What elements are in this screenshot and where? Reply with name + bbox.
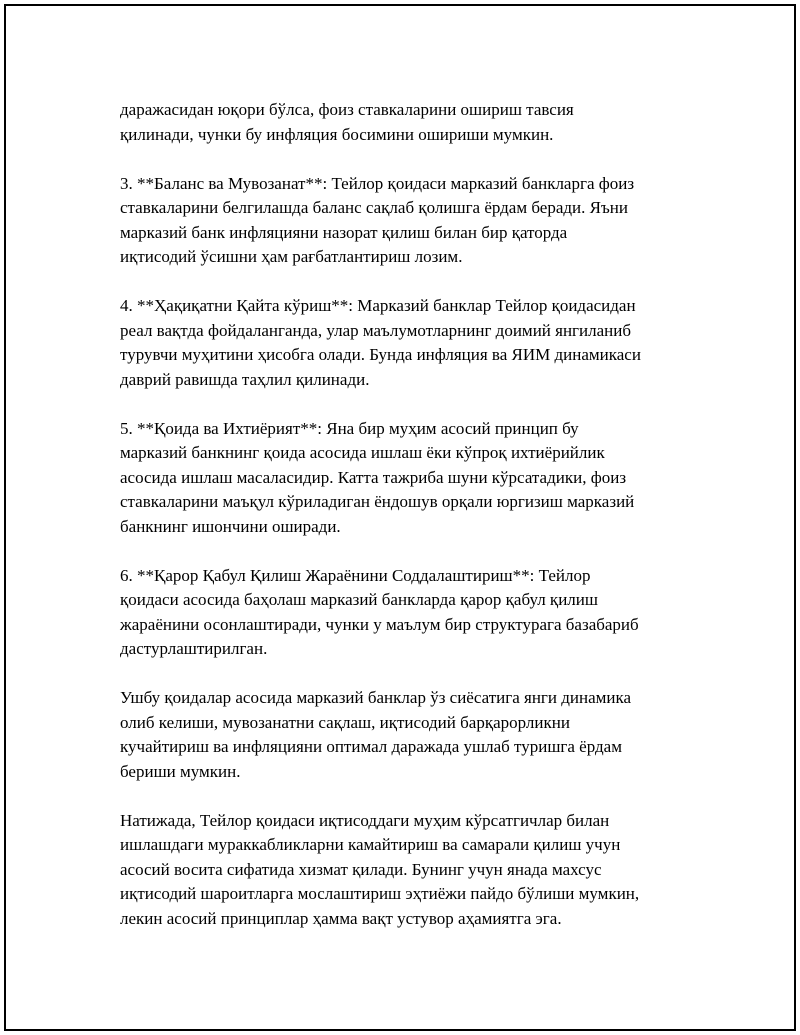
text-line: асосида ишлаш масаласидир. Катта тажриба шуни кўрсатадики, фоиз — [120, 467, 627, 487]
page-frame — [4, 4, 796, 1031]
paragraph-item-5 — [120, 417, 710, 540]
paragraph-item-4 — [120, 294, 710, 392]
text-line: 6. **Қарор Қабул Қилиш Жараёнини Соддалаштириш**: Тейлор — [120, 565, 591, 585]
paragraph-conclusion — [120, 809, 710, 932]
text-line: 5. **Қоида ва Ихтиёрият**: Яна бир муҳим асосий принцип бу — [120, 418, 579, 438]
paragraph-summary — [120, 686, 710, 784]
document-body — [120, 98, 710, 956]
text-line: 4. **Ҳақиқатни Қайта кўриш**: Марказий банклар Тейлор қоидасидан — [120, 296, 636, 315]
text-line: лекин асосий принциплар ҳамма вақт устувор аҳамиятга эга. — [120, 908, 562, 928]
text-line: иқтисодий шароитларга мослаштириш эҳтиёжи пайдо бўлиши мумкин, — [120, 884, 640, 903]
paragraph-intro-continuation — [120, 98, 710, 147]
text-line: қилинади, чунки бу инфляция босимини ошириши мумкин. — [120, 124, 554, 144]
text-line: асосий восита сифатида хизмат қилади. Бунинг учун янада махсус — [120, 859, 602, 879]
text-line: иқтисодий ўсишни ҳам рағбатлантириш лозим. — [120, 247, 463, 266]
text-line: ставкаларини белгилашда баланс сақлаб қолишга ёрдам беради. Яъни — [120, 198, 628, 217]
text-line: Натижада, Тейлор қоидаси иқтисоддаги муҳим кўрсатгичлар билан — [120, 810, 610, 830]
text-line: Ушбу қоидалар асосида марказий банклар ўз сиёсатига янги динамика — [120, 688, 632, 707]
text-line: дастурлаштирилган. — [120, 639, 268, 658]
text-line: ишлашдаги мураккабликларни камайтириш ва самарали қилиш учун — [120, 835, 621, 854]
text-line: турувчи муҳитини ҳисобга олади. Бунда инфляция ва ЯИМ динамикаси — [120, 345, 641, 364]
text-line: жараёнини осонлаштиради, чунки у маълум бир структурага базабариб — [120, 614, 639, 634]
text-line: банкнинг ишончини оширади. — [120, 516, 341, 536]
text-line: марказий банкнинг қоида асосида ишлаш ёки кўпроқ ихтиёрийлик — [120, 443, 605, 462]
text-line: ставкаларини маъқул кўриладиган ёндошув орқали юргизиш марказий — [120, 492, 635, 511]
paragraph-item-3 — [120, 172, 710, 270]
text-line: марказий банк инфляцияни назорат қилиш билан бир қаторда — [120, 222, 568, 242]
text-line: реал вақтда фойдаланганда, улар маълумотларнинг доимий янгиланиб — [120, 320, 631, 340]
text-line: даражасидан юқори бўлса, фоиз ставкаларини ошириш тавсия — [120, 100, 574, 119]
text-line: олиб келиши, мувозанатни сақлаш, иқтисодий барқарорликни — [120, 712, 570, 732]
text-line: бериши мумкин. — [120, 761, 241, 781]
text-line: кучайтириш ва инфляцияни оптимал даражада ушлаб туришга ёрдам — [120, 737, 622, 756]
paragraph-item-6 — [120, 564, 710, 662]
text-line: қоидаси асосида баҳолаш марказий банкларда қарор қабул қилиш — [120, 590, 598, 609]
text-line: даврий равишда таҳлил қилинади. — [120, 369, 370, 389]
text-line: 3. **Баланс ва Мувозанат**: Тейлор қоидаси марказий банкларга фоиз — [120, 173, 635, 193]
